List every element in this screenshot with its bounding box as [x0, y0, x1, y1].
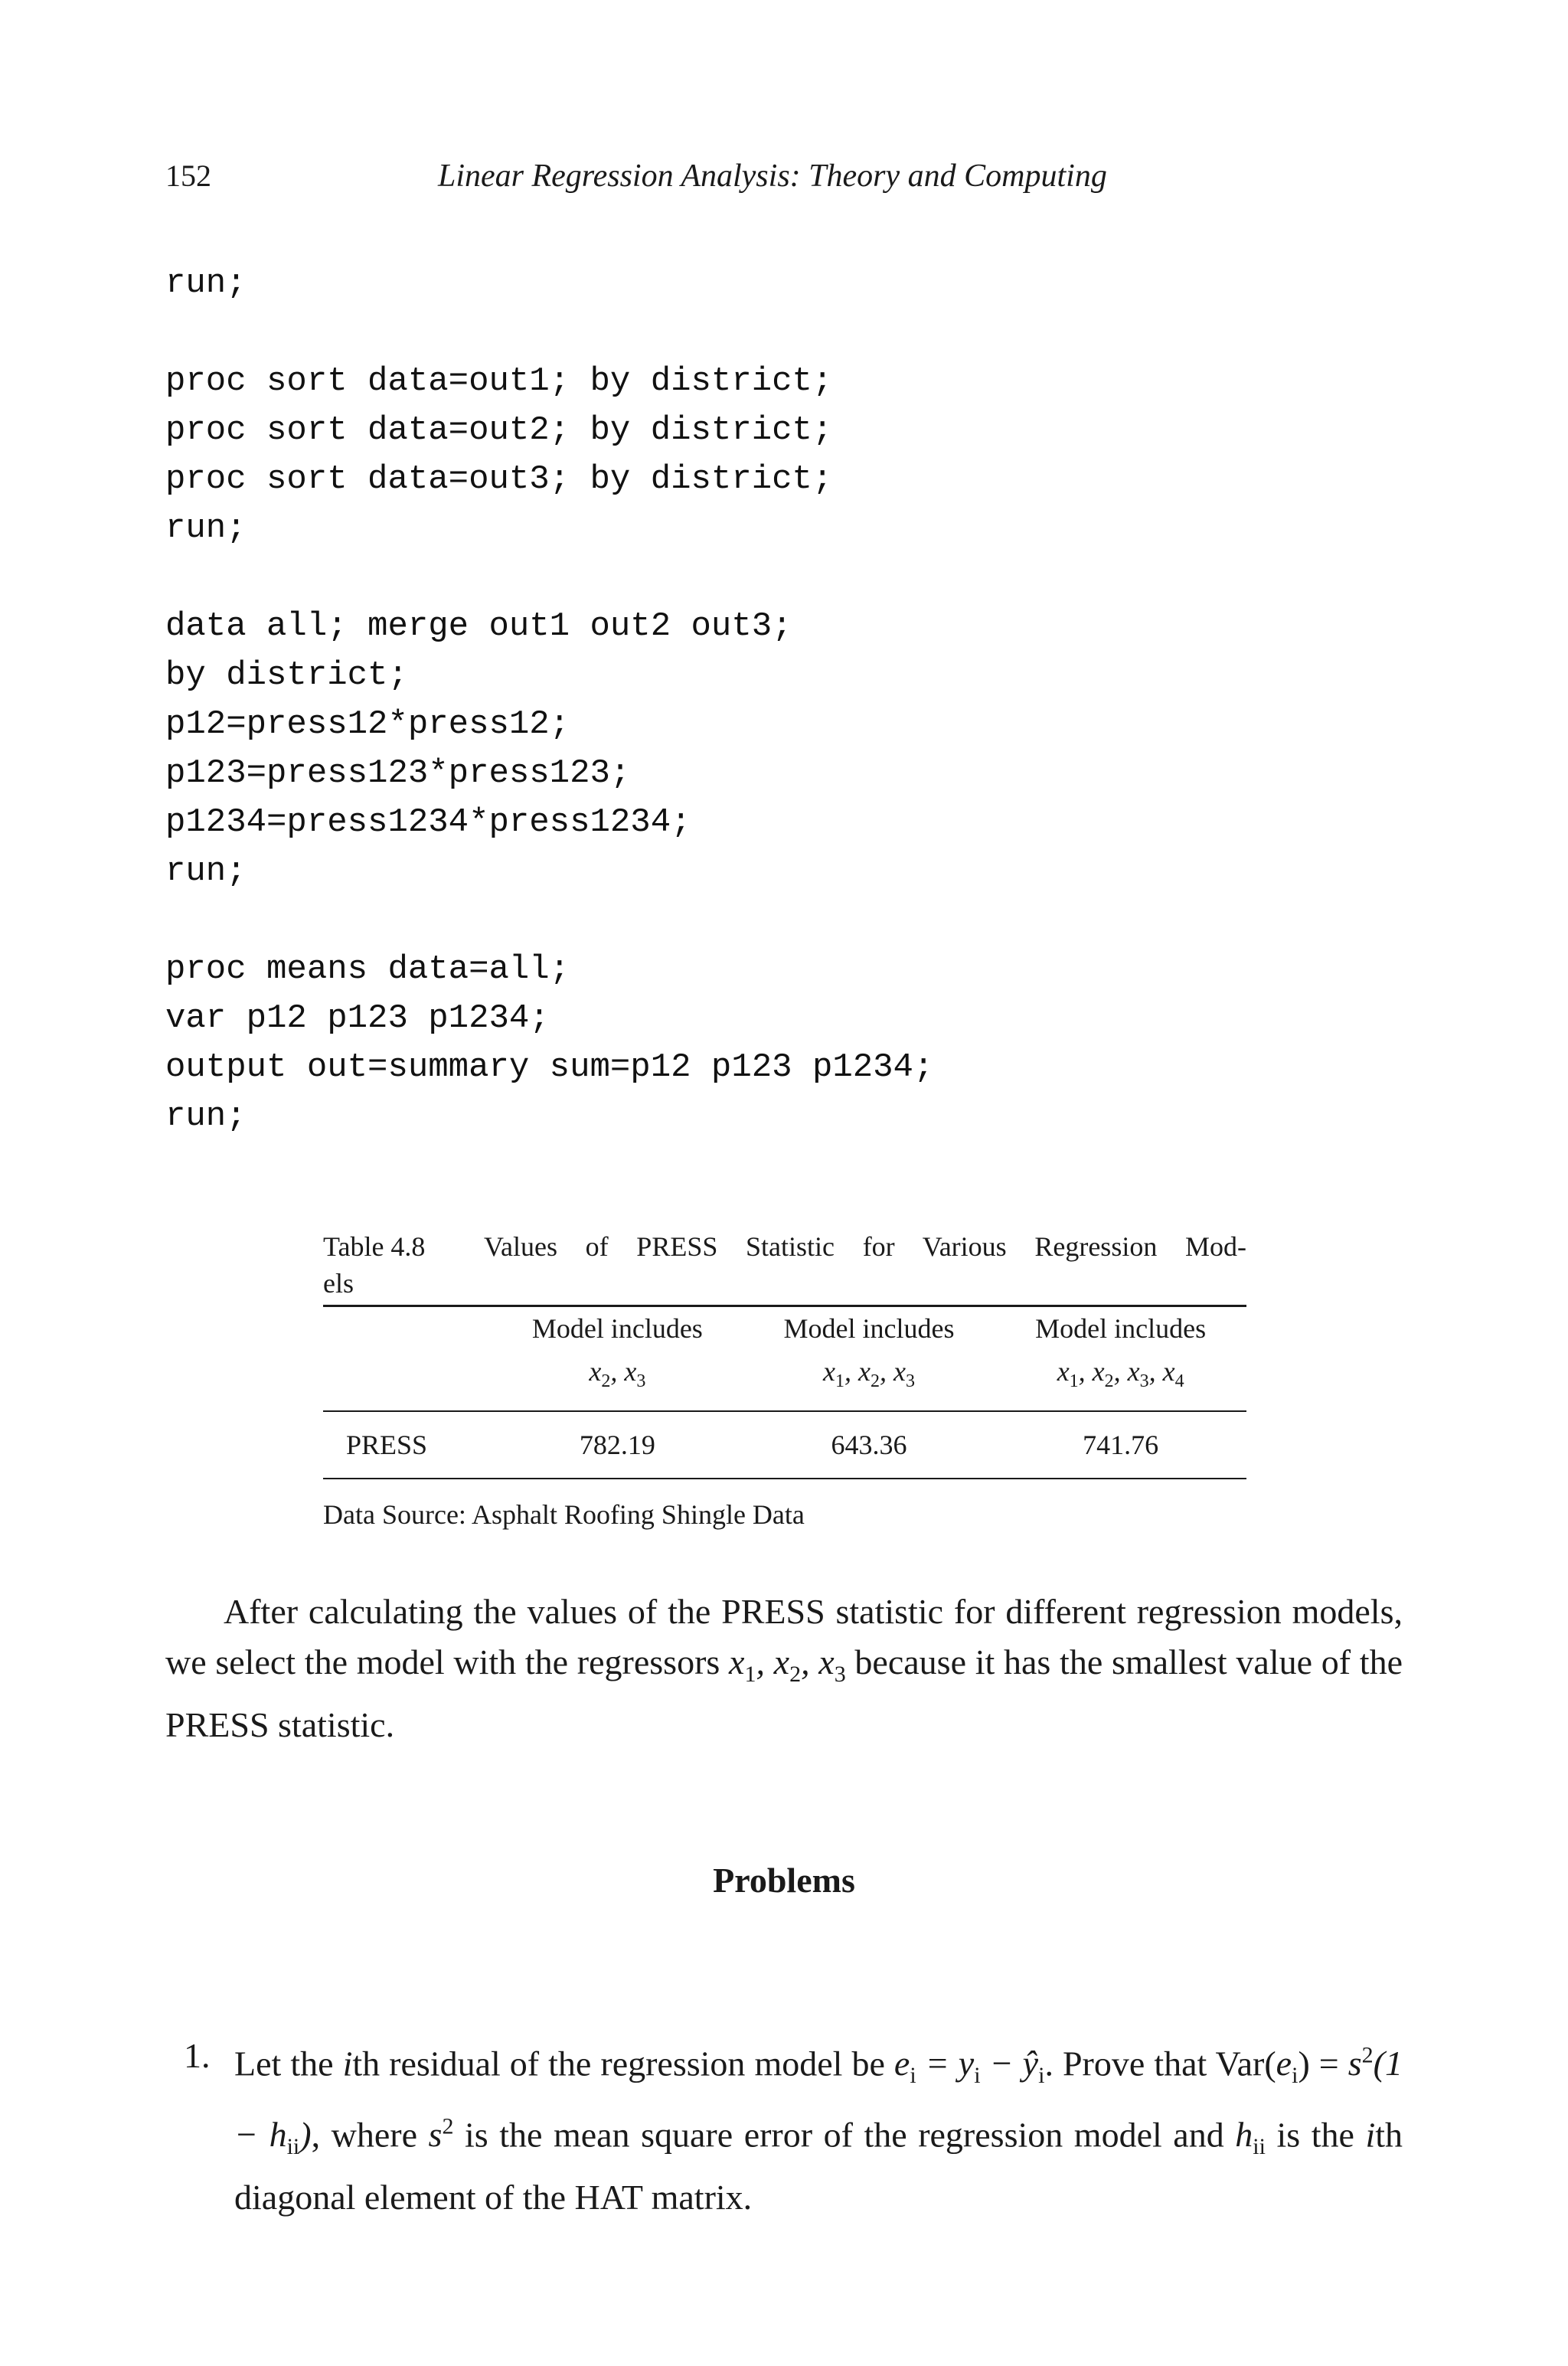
- subheader-empty-cell: [323, 1350, 492, 1411]
- sas-code-listing: [165, 259, 1421, 1141]
- code-line: proc sort data=out2; by district;: [165, 411, 833, 449]
- col-header-3: Model includes: [995, 1306, 1246, 1351]
- body-paragraph: [165, 1587, 1403, 1750]
- code-line: run;: [165, 1097, 247, 1136]
- code-line: [165, 308, 1421, 357]
- header-empty-cell: [323, 1306, 492, 1351]
- table-header-row: [323, 1306, 1246, 1351]
- press-table: [323, 1305, 1246, 1479]
- code-line: p1234=press1234*press1234;: [165, 803, 691, 841]
- code-line: [165, 553, 1421, 602]
- regressors-math: $x_1$, $x_2$, $x_3$: [729, 1642, 846, 1688]
- code-line: run;: [165, 264, 247, 302]
- problem-number: 1.: [184, 2036, 211, 2075]
- col-header-2: Model includes: [743, 1306, 995, 1351]
- col-vars-1: $x_2$, $x_3$: [492, 1350, 743, 1411]
- code-line: proc sort data=out3; by district;: [165, 460, 833, 498]
- press-table-figure: [323, 1228, 1246, 1533]
- press-value-model-1: 782.19: [492, 1411, 743, 1479]
- code-line: output out=summary sum=p12 p123 p1234;: [165, 1048, 934, 1087]
- code-line: p12=press12*press12;: [165, 705, 570, 743]
- problems-heading: Problems: [713, 1861, 855, 1900]
- table-caption: [323, 1228, 1246, 1302]
- code-line: var p12 p123 p1234;: [165, 999, 550, 1038]
- table-label: Table 4.8: [323, 1231, 426, 1262]
- problem-text: Let the ith residual of the regression model be $e_i = y_i$ − $ŷ_i$. Prove that $Var(e_i) = s^2(1 - h_{ii})$, where $s^2$ is the mean square error of the regression model and $h_{ii}$ is the ith diagonal element of the HAT matrix.: [234, 2043, 1403, 2217]
- code-line: p123=press123*press123;: [165, 754, 631, 792]
- code-line: [165, 896, 1421, 945]
- code-line: proc sort data=out1; by district;: [165, 362, 833, 400]
- col-header-1: Model includes: [492, 1306, 743, 1351]
- paragraph-text-start: After calculating the values of the PRESS statistic for different regression models, we select the model with the regressors: [165, 1592, 1403, 1681]
- table-data-source: Data Source: Asphalt Roofing Shingle Data: [323, 1499, 805, 1530]
- running-title: Linear Regression Analysis: Theory and Computing: [438, 158, 1107, 194]
- press-value-model-3: 741.76: [995, 1411, 1246, 1479]
- page-number: 152: [165, 158, 211, 193]
- row-label-press: PRESS: [323, 1411, 492, 1479]
- problem-item-1: [184, 2031, 1403, 2223]
- code-line: proc means data=all;: [165, 950, 570, 989]
- table-row: [323, 1411, 1246, 1479]
- code-line: data all; merge out1 out2 out3;: [165, 607, 792, 645]
- col-vars-3: $x_1$, $x_2$, $x_3$, $x_4$: [995, 1350, 1246, 1411]
- col-vars-2: $x_1$, $x_2$, $x_3$: [743, 1350, 995, 1411]
- table-subheader-row: [323, 1350, 1246, 1411]
- press-value-model-2: 643.36: [743, 1411, 995, 1479]
- code-line: by district;: [165, 656, 408, 694]
- table-caption-continuation: els: [323, 1268, 354, 1299]
- code-line: run;: [165, 509, 247, 547]
- paragraph-text-end: because it has the smallest value of the PRESS statistic.: [165, 1642, 1403, 1745]
- code-line: run;: [165, 852, 247, 891]
- table-caption-text: Values of PRESS Statistic for Various Regression Mod-: [484, 1231, 1246, 1262]
